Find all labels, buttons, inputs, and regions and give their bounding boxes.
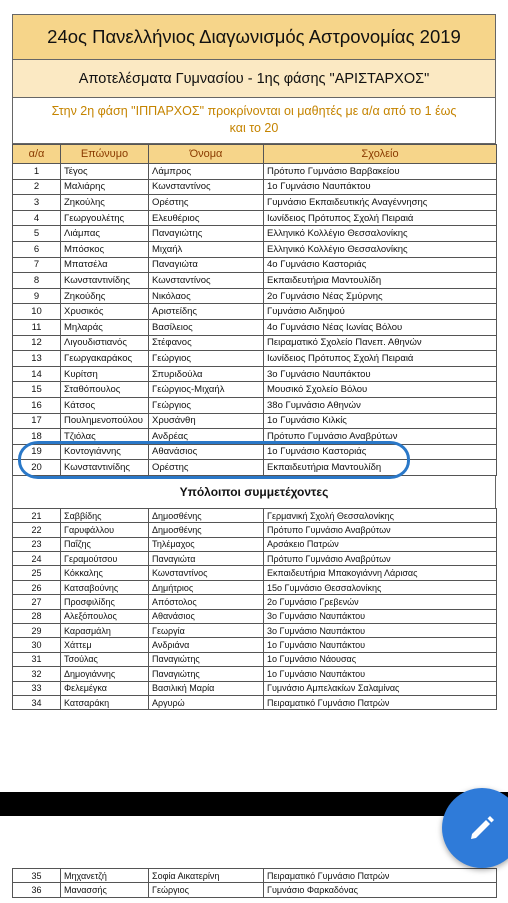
row-name: Ορέστης bbox=[149, 195, 264, 211]
row-surname: Σαββίδης bbox=[61, 508, 149, 522]
row-name: Αθανάσιος bbox=[149, 444, 264, 460]
table-row bbox=[13, 638, 497, 652]
row-number: 10 bbox=[13, 304, 61, 320]
remaining-participants-title: Υπόλοιποι συμμετέχοντες bbox=[12, 476, 496, 508]
row-surname: Παΐζης bbox=[61, 537, 149, 551]
results-document bbox=[12, 14, 496, 710]
table-row bbox=[13, 537, 497, 551]
table-row bbox=[13, 413, 497, 429]
row-number: 13 bbox=[13, 351, 61, 367]
table-row bbox=[13, 366, 497, 382]
table-row bbox=[13, 351, 497, 367]
row-school: Μουσικό Σχολείο Βόλου bbox=[264, 382, 497, 398]
row-name: Νικόλαος bbox=[149, 288, 264, 304]
table-row bbox=[13, 195, 497, 211]
row-name: Γεωργία bbox=[149, 624, 264, 638]
row-number: 2 bbox=[13, 179, 61, 195]
row-surname: Κυρίτση bbox=[61, 366, 149, 382]
table-row bbox=[13, 382, 497, 398]
row-number: 4 bbox=[13, 210, 61, 226]
row-number: 9 bbox=[13, 288, 61, 304]
row-school: Πειραματικό Σχολείο Πανεπ. Αθηνών bbox=[264, 335, 497, 351]
page-two-rows bbox=[13, 869, 497, 898]
row-surname: Τζιόλας bbox=[61, 429, 149, 445]
row-surname: Κωνσταντινίδης bbox=[61, 273, 149, 289]
document-title: 24ος Πανελλήνιος Διαγωνισμός Αστρονομίας 2019 bbox=[12, 14, 496, 60]
row-surname: Ζηκούδης bbox=[61, 288, 149, 304]
row-school: Γυμνάσιο Εκπαιδευτικής Αναγέννησης bbox=[264, 195, 497, 211]
row-number: 17 bbox=[13, 413, 61, 429]
table-row bbox=[13, 397, 497, 413]
table-row bbox=[13, 288, 497, 304]
row-name: Δημήτριος bbox=[149, 580, 264, 594]
row-surname: Γαρυφάλλου bbox=[61, 523, 149, 537]
row-number: 7 bbox=[13, 257, 61, 273]
row-name: Ορέστης bbox=[149, 460, 264, 476]
row-name: Χρυσάνθη bbox=[149, 413, 264, 429]
row-school: Γυμνάσιο Αμπελακίων Σαλαμίνας bbox=[264, 681, 497, 695]
row-name: Στέφανος bbox=[149, 335, 264, 351]
row-number: 14 bbox=[13, 366, 61, 382]
row-surname: Κατσαράκη bbox=[61, 695, 149, 709]
row-number: 29 bbox=[13, 624, 61, 638]
row-surname: Λιγουδιστιανός bbox=[61, 335, 149, 351]
row-school: Ιωνίδειος Πρότυπος Σχολή Πειραιά bbox=[264, 351, 497, 367]
row-surname: Πουλημενοπούλου bbox=[61, 413, 149, 429]
row-name: Ανδρέας bbox=[149, 429, 264, 445]
row-surname: Σταθόπουλος bbox=[61, 382, 149, 398]
row-surname: Γεωργακαράκος bbox=[61, 351, 149, 367]
note-line-2: και το 20 bbox=[229, 121, 279, 135]
row-school: 38ο Γυμνάσιο Αθηνών bbox=[264, 397, 497, 413]
row-school: Γυμνάσιο Φαρκαδόνας bbox=[264, 883, 497, 897]
row-school: Πρότυπο Γυμνάσιο Αναβρύτων bbox=[264, 552, 497, 566]
row-number: 22 bbox=[13, 523, 61, 537]
row-number: 34 bbox=[13, 695, 61, 709]
row-name: Γεώργιος bbox=[149, 883, 264, 897]
qualified-rows bbox=[13, 164, 497, 476]
row-school: 4ο Γυμνάσιο Νέας Ιωνίας Βόλου bbox=[264, 319, 497, 335]
row-number: 28 bbox=[13, 609, 61, 623]
row-number: 11 bbox=[13, 319, 61, 335]
row-number: 3 bbox=[13, 195, 61, 211]
row-surname: Χρυσικός bbox=[61, 304, 149, 320]
row-school: 1ο Γυμνάσιο Νάουσας bbox=[264, 652, 497, 666]
qualified-table bbox=[12, 144, 497, 476]
page-separator bbox=[0, 792, 508, 816]
table-row bbox=[13, 257, 497, 273]
row-school: Ελληνικό Κολλέγιο Θεσσαλονίκης bbox=[264, 226, 497, 242]
row-surname: Κωνσταντινίδης bbox=[61, 460, 149, 476]
table-row bbox=[13, 335, 497, 351]
row-name: Κωνσταντίνος bbox=[149, 566, 264, 580]
row-surname: Γεωργουλέτης bbox=[61, 210, 149, 226]
table-row bbox=[13, 226, 497, 242]
table-row bbox=[13, 210, 497, 226]
row-surname: Κόκκαλης bbox=[61, 566, 149, 580]
row-school: 3ο Γυμνάσιο Ναυπάκτου bbox=[264, 366, 497, 382]
row-name: Γεώργιος bbox=[149, 397, 264, 413]
row-surname: Αλεξόπουλος bbox=[61, 609, 149, 623]
table-row bbox=[13, 681, 497, 695]
row-number: 16 bbox=[13, 397, 61, 413]
row-school: Αρσάκειο Πατρών bbox=[264, 537, 497, 551]
row-surname: Κοντογιάννης bbox=[61, 444, 149, 460]
column-header-aa: α/α bbox=[13, 145, 61, 164]
row-surname: Ζηκούλης bbox=[61, 195, 149, 211]
row-school: Πρότυπο Γυμνάσιο Αναβρύτων bbox=[264, 429, 497, 445]
row-name: Παναγιώτης bbox=[149, 226, 264, 242]
row-name: Δημοσθένης bbox=[149, 523, 264, 537]
row-name: Ανδριάνα bbox=[149, 638, 264, 652]
table-row bbox=[13, 609, 497, 623]
row-school: Γυμνάσιο Αιδηψού bbox=[264, 304, 497, 320]
table-row bbox=[13, 179, 497, 195]
table-row bbox=[13, 667, 497, 681]
row-school: 1ο Γυμνάσιο Κιλκίς bbox=[264, 413, 497, 429]
remaining-rows bbox=[13, 508, 497, 709]
row-school: 1ο Γυμνάσιο Καστοριάς bbox=[264, 444, 497, 460]
row-name: Παναγιώτης bbox=[149, 667, 264, 681]
table-row bbox=[13, 523, 497, 537]
row-surname: Κάτσος bbox=[61, 397, 149, 413]
table-row bbox=[13, 695, 497, 709]
row-school: Πρότυπο Γυμνάσιο Αναβρύτων bbox=[264, 523, 497, 537]
table-row bbox=[13, 164, 497, 180]
column-header-school: Σχολείο bbox=[264, 145, 497, 164]
row-name: Τηλέμαχος bbox=[149, 537, 264, 551]
qualification-note bbox=[12, 98, 496, 144]
row-number: 33 bbox=[13, 681, 61, 695]
row-number: 30 bbox=[13, 638, 61, 652]
table-row bbox=[13, 304, 497, 320]
row-name: Αθανάσιος bbox=[149, 609, 264, 623]
row-school: Ιωνίδειος Πρότυπος Σχολή Πειραιά bbox=[264, 210, 497, 226]
row-name: Γεώργιος bbox=[149, 351, 264, 367]
row-number: 32 bbox=[13, 667, 61, 681]
column-header-name: Όνομα bbox=[149, 145, 264, 164]
row-school: Πειραματικό Γυμνάσιο Πατρών bbox=[264, 869, 497, 883]
row-name: Αριστείδης bbox=[149, 304, 264, 320]
row-school: Εκπαιδευτήρια Μαντουλίδη bbox=[264, 273, 497, 289]
row-school: Εκπαιδευτήρια Μαντουλίδη bbox=[264, 460, 497, 476]
row-number: 27 bbox=[13, 595, 61, 609]
row-name: Παναγιώτα bbox=[149, 552, 264, 566]
row-surname: Μπόσκος bbox=[61, 241, 149, 257]
row-school: Πρότυπο Γυμνάσιο Βαρβακείου bbox=[264, 164, 497, 180]
row-name: Κωνσταντίνος bbox=[149, 179, 264, 195]
row-number: 20 bbox=[13, 460, 61, 476]
row-surname: Μηχανετζή bbox=[61, 869, 149, 883]
table-row bbox=[13, 552, 497, 566]
row-surname: Μανασσής bbox=[61, 883, 149, 897]
row-number: 1 bbox=[13, 164, 61, 180]
row-name: Γεώργιος-Μιχαήλ bbox=[149, 382, 264, 398]
row-school: 3ο Γυμνάσιο Ναυπάκτου bbox=[264, 624, 497, 638]
row-name: Κωνσταντίνος bbox=[149, 273, 264, 289]
row-school: 1ο Γυμνάσιο Ναυπάκτου bbox=[264, 179, 497, 195]
row-school: Ελληνικό Κολλέγιο Θεσσαλονίκης bbox=[264, 241, 497, 257]
table-row bbox=[13, 595, 497, 609]
note-line-1: Στην 2η φάση "ΙΠΠΑΡΧΟΣ" προκρίνονται οι μαθητές με α/α από το 1 έως bbox=[51, 104, 457, 118]
row-surname: Κατσαβούνης bbox=[61, 580, 149, 594]
table-header-row bbox=[13, 145, 497, 164]
row-name: Μιχαήλ bbox=[149, 241, 264, 257]
row-number: 12 bbox=[13, 335, 61, 351]
row-name: Απόστολος bbox=[149, 595, 264, 609]
row-name: Σοφία Αικατερίνη bbox=[149, 869, 264, 883]
row-school: Πειραματικό Γυμνάσιο Πατρών bbox=[264, 695, 497, 709]
column-header-surname: Επώνυμο bbox=[61, 145, 149, 164]
table-row bbox=[13, 508, 497, 522]
row-name: Παναγιώτης bbox=[149, 652, 264, 666]
row-number: 31 bbox=[13, 652, 61, 666]
row-school: 2ο Γυμνάσιο Νέας Σμύρνης bbox=[264, 288, 497, 304]
row-name: Βασιλική Μαρία bbox=[149, 681, 264, 695]
row-number: 36 bbox=[13, 883, 61, 897]
row-surname: Δημογιάννης bbox=[61, 667, 149, 681]
page-two-table bbox=[12, 868, 497, 898]
row-surname: Προσφιλίδης bbox=[61, 595, 149, 609]
row-surname: Φελεμέγκα bbox=[61, 681, 149, 695]
row-name: Βασίλειος bbox=[149, 319, 264, 335]
row-number: 18 bbox=[13, 429, 61, 445]
row-name: Ελευθέριος bbox=[149, 210, 264, 226]
table-row bbox=[13, 869, 497, 883]
row-number: 21 bbox=[13, 508, 61, 522]
row-number: 24 bbox=[13, 552, 61, 566]
row-name: Παναγιώτα bbox=[149, 257, 264, 273]
row-number: 35 bbox=[13, 869, 61, 883]
table-row bbox=[13, 883, 497, 897]
row-name: Αργυρώ bbox=[149, 695, 264, 709]
document-subtitle: Αποτελέσματα Γυμνασίου - 1ης φάσης "ΑΡΙΣΤΑΡΧΟΣ" bbox=[12, 60, 496, 98]
table-row bbox=[13, 624, 497, 638]
row-school: Εκπαιδευτήρια Μπακογιάννη Λάρισας bbox=[264, 566, 497, 580]
page-two bbox=[12, 868, 496, 898]
table-row bbox=[13, 273, 497, 289]
row-surname: Χάττεμ bbox=[61, 638, 149, 652]
row-number: 5 bbox=[13, 226, 61, 242]
row-surname: Γεραμούτσου bbox=[61, 552, 149, 566]
table-row bbox=[13, 319, 497, 335]
row-school: Γερμανική Σχολή Θεσσαλονίκης bbox=[264, 508, 497, 522]
row-number: 23 bbox=[13, 537, 61, 551]
row-surname: Τσούλας bbox=[61, 652, 149, 666]
row-name: Λάμπρος bbox=[149, 164, 264, 180]
table-row bbox=[13, 241, 497, 257]
table-row bbox=[13, 566, 497, 580]
row-name: Σπυριδούλα bbox=[149, 366, 264, 382]
row-surname: Λιάμπας bbox=[61, 226, 149, 242]
row-surname: Μαλιάρης bbox=[61, 179, 149, 195]
row-school: 1ο Γυμνάσιο Ναυπάκτου bbox=[264, 667, 497, 681]
row-school: 4ο Γυμνάσιο Καστοριάς bbox=[264, 257, 497, 273]
row-surname: Τέγος bbox=[61, 164, 149, 180]
highlight-circle bbox=[18, 441, 410, 479]
row-surname: Καρασμάλη bbox=[61, 624, 149, 638]
row-school: 1ο Γυμνάσιο Ναυπάκτου bbox=[264, 638, 497, 652]
row-number: 15 bbox=[13, 382, 61, 398]
row-number: 25 bbox=[13, 566, 61, 580]
row-school: 3ο Γυμνάσιο Ναυπάκτου bbox=[264, 609, 497, 623]
edit-fab-button[interactable] bbox=[442, 788, 508, 868]
table-row bbox=[13, 652, 497, 666]
row-number: 6 bbox=[13, 241, 61, 257]
row-surname: Μπατσέλα bbox=[61, 257, 149, 273]
remaining-table bbox=[12, 508, 497, 710]
row-name: Δημοσθένης bbox=[149, 508, 264, 522]
row-school: 15ο Γυμνάσιο Θεσσαλονίκης bbox=[264, 580, 497, 594]
row-school: 2ο Γυμνάσιο Γρεβενών bbox=[264, 595, 497, 609]
row-number: 8 bbox=[13, 273, 61, 289]
table-row bbox=[13, 580, 497, 594]
row-surname: Μηλαράς bbox=[61, 319, 149, 335]
row-number: 19 bbox=[13, 444, 61, 460]
row-number: 26 bbox=[13, 580, 61, 594]
pencil-edit-icon bbox=[466, 812, 498, 844]
